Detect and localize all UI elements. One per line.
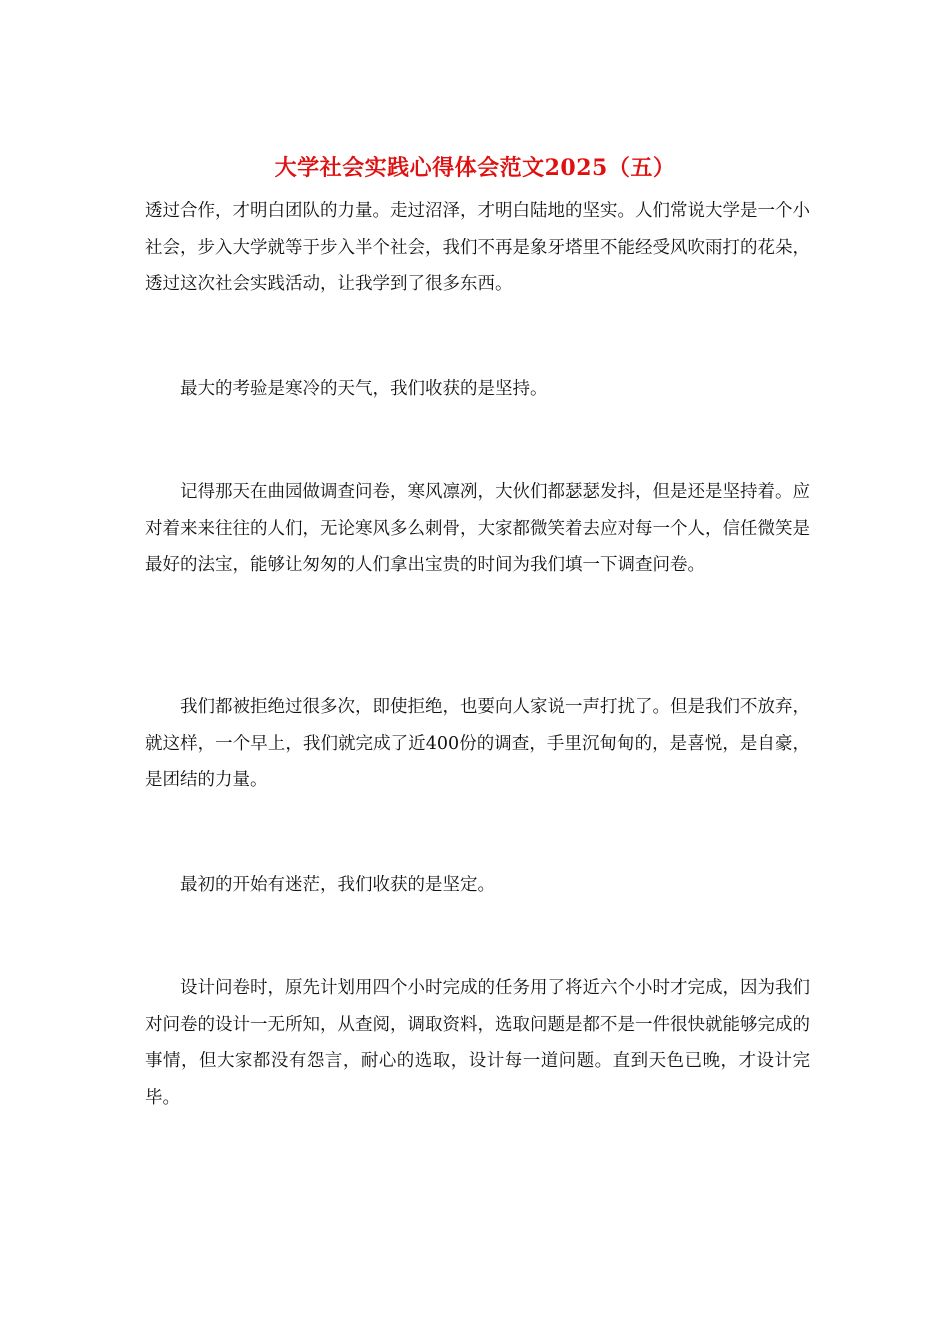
paragraph-2: 最大的考验是寒冷的天气，我们收获的是坚持。 (180, 379, 548, 399)
document-title: 大学社会实践心得体会范文2025（五） (274, 155, 676, 181)
paragraph-6: 设计问卷时，原先计划用四个小时完成的任务用了将近六个小时才完成，因为我们对问卷的设计一无所知，从查阅，调取资料，选取问题是都不是一件很快就能够完成的事情，但大家都没有怨言，耐心的选取，设计每一道问题。直到天色已晚，才设计完毕。 (145, 978, 810, 1108)
paragraph-3: 记得那天在曲园做调查问卷，寒风凛冽，大伙们都瑟瑟发抖，但是还是坚持着。应对着来来往往的人们，无论寒风多么刺骨，大家都微笑着去应对每一个人，信任微笑是最好的法宝，能够让匆匆的人们拿出宝贵的时间为我们填一下调查问卷。 (145, 482, 810, 575)
paragraph-1: 透过合作，才明白团队的力量。走过沼泽，才明白陆地的坚实。人们常说大学是一个小社会，步入大学就等于步入半个社会，我们不再是象牙塔里不能经受风吹雨打的花朵，透过这次社会实践活动，让我学到了很多东西。 (145, 201, 810, 294)
paragraph-4: 我们都被拒绝过很多次，即使拒绝，也要向人家说一声打扰了。但是我们不放弃，就这样，一个早上，我们就完成了近400份的调查，手里沉甸甸的，是喜悦，是自豪，是团结的力量。 (145, 697, 810, 790)
paragraph-5: 最初的开始有迷茫，我们收获的是坚定。 (180, 875, 495, 895)
